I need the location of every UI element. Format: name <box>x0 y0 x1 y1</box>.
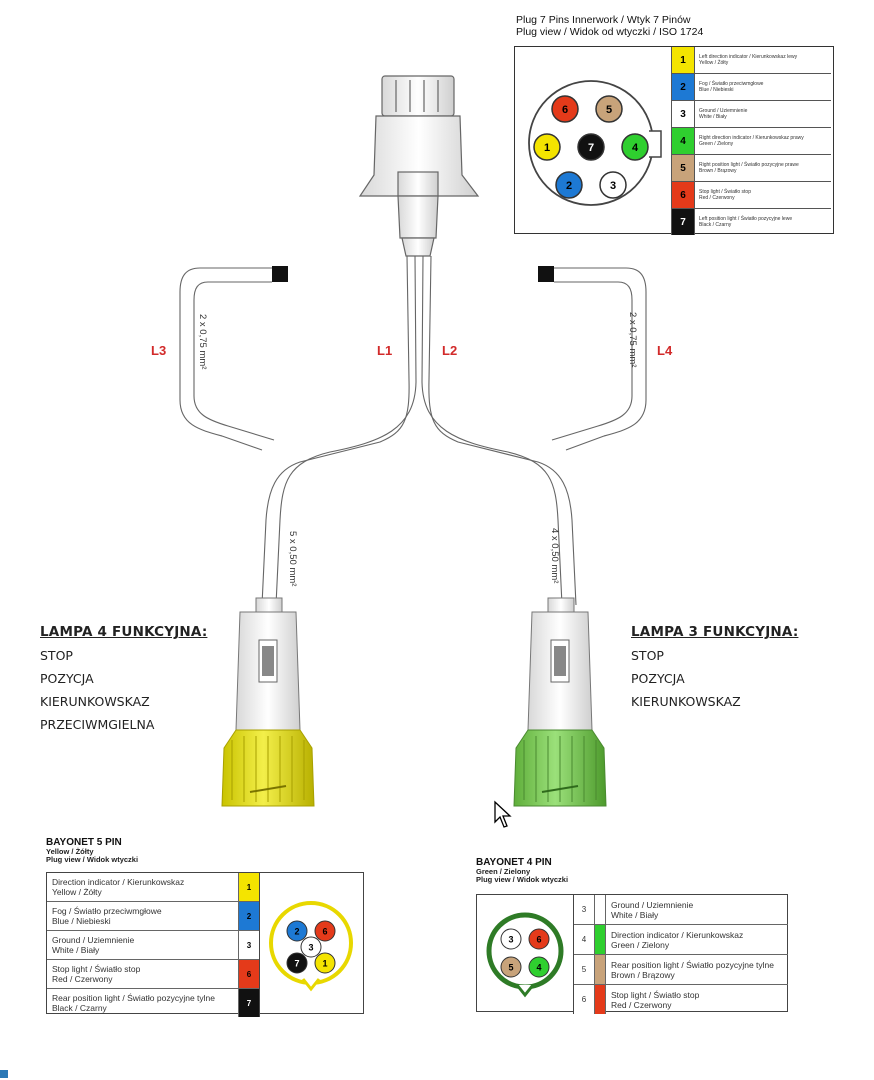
bayonet5-row-text: Direction indicator / Kierunkowskaz Yellow / Żółty <box>52 877 185 897</box>
plug7-pin-7 <box>578 134 604 160</box>
plug7-legend-text: Right direction indicator / Kierunkowskaz prawy Green / Zielony <box>699 135 804 147</box>
plug7-legend-row <box>671 74 831 101</box>
spec-right: 4 x 0,50 mm² <box>549 528 560 584</box>
bayonet5-row-num: 7 <box>238 989 259 1017</box>
bayonet4-color-swatch <box>595 925 606 954</box>
bayonet4-row <box>574 925 788 955</box>
plug7-title-line1: Plug 7 Pins Innerwork / Wtyk 7 Pinów <box>516 14 691 26</box>
plug7-legend-text: Left direction indicator / Kierunkowskaz lewy Yellow / Żółty <box>699 54 798 66</box>
bayonet4-pin-diagram <box>477 895 573 1011</box>
svg-text:1: 1 <box>543 142 551 154</box>
bayonet4-legend <box>573 895 788 1014</box>
bayonet5-pin-1 <box>315 953 335 973</box>
label-l1: L1 <box>377 343 393 358</box>
bayonet5-view: Plug view / Widok wtyczki <box>46 855 139 864</box>
lamp4-block <box>40 624 207 736</box>
bayonet5-pin-2 <box>287 921 307 941</box>
plug7-pin-4 <box>622 134 648 160</box>
plug7-legend-num: 4 <box>671 128 695 154</box>
plug7-legend-text: Stop light / Światło stop Red / Czerwony <box>699 189 751 201</box>
plug7-title-line2: Plug view / Widok od wtyczki / ISO 1724 <box>516 26 704 38</box>
bayonet4-pin-4 <box>529 957 549 977</box>
plug7-pin-diagram <box>519 47 669 233</box>
plug7-legend-row <box>671 155 831 182</box>
bayonet4-panel <box>476 894 788 1012</box>
bayonet5-row <box>47 989 259 1017</box>
svg-text:4: 4 <box>631 142 639 154</box>
svg-text:6: 6 <box>536 934 542 945</box>
bayonet5-pin-6 <box>315 921 335 941</box>
svg-text:4: 4 <box>536 962 542 973</box>
bayonet5-pin-7 <box>287 953 307 973</box>
lamp4-item: KIERUNKOWSKAZ <box>40 694 150 709</box>
cable-l3 <box>180 268 274 450</box>
bayonet5-row-num: 1 <box>238 873 259 901</box>
svg-text:5: 5 <box>508 962 514 973</box>
svg-text:7: 7 <box>587 142 595 154</box>
spec-l4: 2 x 0,75 mm² <box>627 312 638 368</box>
plug7-legend-num: 2 <box>671 74 695 100</box>
bayonet5-row <box>47 960 259 989</box>
green-connector <box>514 598 606 806</box>
plug7-pin-3 <box>600 172 626 198</box>
bayonet4-pin-5 <box>501 957 521 977</box>
plug7-pin-2 <box>556 172 582 198</box>
lamp4-list <box>40 644 207 736</box>
spec-left: 5 x 0,50 mm² <box>287 531 298 587</box>
label-l2: L2 <box>442 343 458 358</box>
bayonet4-row-text: Ground / Uziemnienie White / Biały <box>611 899 694 920</box>
bayonet4-color: Green / Zielony <box>476 867 531 876</box>
bayonet5-row-text: Rear position light / Światło pozycyjne tylne Black / Czarny <box>52 993 215 1013</box>
svg-text:2: 2 <box>565 180 573 192</box>
plug7-legend-num: 5 <box>671 155 695 181</box>
label-l3: L3 <box>151 343 167 358</box>
plug7-legend-row <box>671 101 831 128</box>
bayonet5-header <box>46 837 138 864</box>
bayonet4-row-num: 4 <box>574 925 595 954</box>
bayonet5-row-text: Ground / Uziemnienie White / Biały <box>52 935 135 955</box>
plug7-panel <box>514 46 834 234</box>
plug7-legend-num: 6 <box>671 182 695 208</box>
bayonet5-row-num: 6 <box>238 960 259 988</box>
bayonet5-row-num: 2 <box>238 902 259 930</box>
svg-text:6: 6 <box>322 926 328 937</box>
plug7-title <box>516 14 703 38</box>
svg-text:7: 7 <box>294 958 300 969</box>
bayonet4-row-text: Stop light / Światło stop Red / Czerwony <box>611 989 700 1010</box>
svg-text:3: 3 <box>609 180 617 192</box>
plug7-legend-row <box>671 128 831 155</box>
plug7-legend-row <box>671 209 831 235</box>
bayonet4-row <box>574 955 788 985</box>
svg-text:1: 1 <box>322 958 328 969</box>
plug7-pin-1 <box>534 134 560 160</box>
plug7-legend-row <box>671 47 831 74</box>
svg-text:6: 6 <box>561 104 569 116</box>
yellow-connector <box>222 598 314 806</box>
bayonet5-row-text: Fog / Światło przeciwmgłowe Blue / Niebieski <box>52 906 162 926</box>
lamp4-item: PRZECIWMGIELNA <box>40 717 155 732</box>
bayonet5-row-text: Stop light / Światło stop Red / Czerwony <box>52 964 141 984</box>
lamp4-item: POZYCJA <box>40 671 94 686</box>
plug7-pin-6 <box>552 96 578 122</box>
bayonet5-color: Yellow / Żółty <box>46 847 94 856</box>
bayonet5-row-num: 3 <box>238 931 259 959</box>
svg-text:2: 2 <box>294 926 300 937</box>
plug7-legend-num: 7 <box>671 209 695 235</box>
plug7-legend-text: Left position light / Światło pozycyjne lewe Black / Czarny <box>699 216 793 228</box>
lamp4-item: STOP <box>40 648 73 663</box>
lamp3-item: KIERUNKOWSKAZ <box>631 694 741 709</box>
plug7-legend-num: 1 <box>671 47 695 73</box>
spec-l3: 2 x 0,75 mm² <box>197 314 208 370</box>
lamp3-item: POZYCJA <box>631 671 685 686</box>
bayonet4-color-swatch <box>595 895 606 924</box>
bayonet4-color-swatch <box>595 955 606 984</box>
bayonet5-legend <box>47 873 260 1017</box>
bayonet5-pin-3 <box>301 937 321 957</box>
bayonet4-row-text: Rear position light / Światło pozycyjne tylne Brown / Brązowy <box>611 959 774 980</box>
plug7-legend-num: 3 <box>671 101 695 127</box>
l4-terminal <box>538 266 554 282</box>
lamp3-block <box>631 624 798 713</box>
svg-text:3: 3 <box>308 942 314 953</box>
bayonet5-title: BAYONET 5 PIN <box>46 837 122 848</box>
plug7-legend <box>671 47 831 235</box>
mouse-pointer-icon <box>493 800 513 830</box>
cable-trunk <box>262 256 576 605</box>
bayonet4-row-num: 3 <box>574 895 595 924</box>
bayonet5-row <box>47 902 259 931</box>
lamp3-list <box>631 644 798 713</box>
bayonet5-pin-diagram <box>259 873 363 1013</box>
bayonet4-pin-6 <box>529 929 549 949</box>
bayonet4-row-text: Direction indicator / Kierunkowskaz Green / Zielony <box>611 929 744 950</box>
l3-terminal <box>272 266 288 282</box>
bayonet4-view: Plug view / Widok wtyczki <box>476 875 569 884</box>
bayonet4-row-num: 6 <box>574 985 595 1014</box>
bayonet4-row <box>574 895 788 925</box>
bayonet4-color-swatch <box>595 985 606 1014</box>
bayonet5-row <box>47 873 259 902</box>
bayonet4-row <box>574 985 788 1014</box>
bayonet5-row <box>47 931 259 960</box>
plug7-pin-5 <box>596 96 622 122</box>
plug7-legend-text: Right position light / Światło pozycyjne prawe Brown / Brązowy <box>699 162 799 174</box>
main-plug <box>360 76 478 256</box>
app-badge-icon <box>0 1070 8 1078</box>
bayonet5-panel <box>46 872 364 1014</box>
lamp3-title: LAMPA 3 FUNKCYJNA: <box>631 624 799 640</box>
svg-text:3: 3 <box>508 934 514 945</box>
plug7-legend-text: Ground / Uziemnienie White / Biały <box>699 108 748 120</box>
bayonet4-row-num: 5 <box>574 955 595 984</box>
bayonet4-title: BAYONET 4 PIN <box>476 857 552 868</box>
lamp4-title: LAMPA 4 FUNKCYJNA: <box>40 624 208 640</box>
plug7-legend-row <box>671 182 831 209</box>
label-l4: L4 <box>657 343 673 358</box>
bayonet4-pin-3 <box>501 929 521 949</box>
lamp3-item: STOP <box>631 648 664 663</box>
plug7-legend-text: Fog / Światło przeciwmgłowe Blue / Niebieski <box>699 81 764 93</box>
bayonet4-header <box>476 857 568 884</box>
svg-text:5: 5 <box>605 104 613 116</box>
